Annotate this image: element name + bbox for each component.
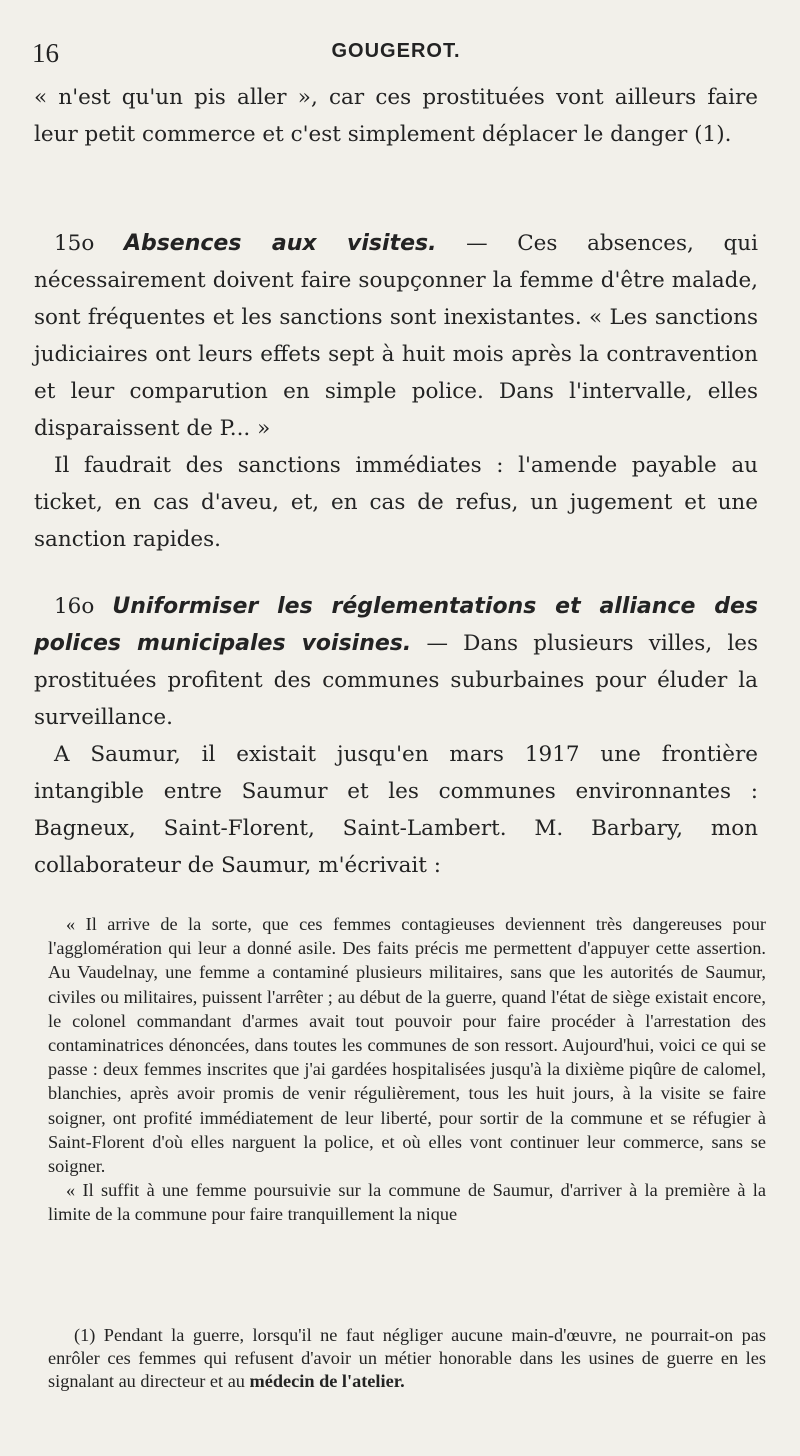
main-text xyxy=(34,79,758,153)
page-header xyxy=(32,38,760,74)
footnote-text: (1) Pendant la guerre, lorsqu'il ne faut négliger aucune main-d'œuvre, ne pourrait-on pas enrôler ces femmes qui refusent d'avoir un métier honorable dans les usines de guerre en les signalant au directeur et au xyxy=(48,1325,766,1391)
section-15-title: Absences aux visites. xyxy=(123,231,437,256)
paragraph-continuation: « n'est qu'un pis aller », car ces prostituées vont ailleurs faire leur petit commerce et c'est simplement déplacer le danger (1). xyxy=(34,85,758,147)
section-16-number: 16o xyxy=(54,594,113,619)
paragraph-sanctions: Il faudrait des sanctions immédiates : l'amende payable au ticket, en cas d'aveu, et, en cas de refus, un jugement et une sanction rapides. xyxy=(34,453,758,552)
running-head: GOUGEROT. xyxy=(331,40,461,62)
section-15-text: — Ces absences, qui nécessairement doivent faire soupçonner la femme d'être malade, sont fréquentes et les sanctions sont inexistantes. « Les sanctions judiciaires ont leurs effets sept à huit mois après la contravention et leur comparution en simple police. Dans l'intervalle, elles disparaissent de P... » xyxy=(34,231,758,441)
quote-paragraph-1: « Il arrive de la sorte, que ces femmes contagieuses deviennent très dangereuses pour l'agglomération qui leur a donné asile. Des faits précis me permettent d'appuyer cette assertion. Au Vaudelnay, une femme a contaminé plusieurs militaires, sans que les autorités de Saumur, civiles ou militaires, puissent l'arrêter ; au début de la guerre, quand l'état de siège existait encore, le colonel commandant d'armes avait tout pouvoir pour faire procéder à l'arrestation des contaminatrices dénoncées, dans toutes les communes de son ressort. Aujourd'hui, voici ce qui se passe : deux femmes inscrites que j'ai gardées hospitalisées jusqu'à la dixième piqûre de calomel, blanchies, après avoir promis de venir régulièrement, tous les huit jours, à la visite se faire soigner, ont profité immédiatement de leur liberté, pour sortir de la commune et se réfugier à Saint-Florent d'où elles narguent la police, et où elles vont continuer leur commerce, sans se soigner. xyxy=(48,914,766,1177)
page-number: 16 xyxy=(32,38,59,68)
section-16-text: — Dans plusieurs villes, les prostituées profitent des communes suburbaines pour éluder la surveillance. xyxy=(34,631,758,730)
section-16-paragraph xyxy=(34,588,758,736)
quote-paragraph-2: « Il suffit à une femme poursuivie sur la commune de Saumur, d'arriver à la première à la limite de la commune pour faire tranquillement la nique xyxy=(48,1180,766,1225)
quoted-letter xyxy=(48,912,766,1227)
footnote-bold-end: médecin de l'atelier. xyxy=(249,1371,405,1391)
section-16-title: Uniformiser les réglementations et alliance des polices municipales voisines. xyxy=(34,594,759,656)
section-15-paragraph xyxy=(34,225,758,447)
section-16 xyxy=(34,588,758,884)
footnote-paragraph xyxy=(48,1324,766,1393)
paragraph-saumur: A Saumur, il existait jusqu'en mars 1917 une frontière intangible entre Saumur et les communes environnantes : Bagneux, Saint-Florent, Saint-Lambert. M. Barbary, mon collaborateur de Saumur, m'écrivait : xyxy=(34,742,758,878)
section-15-number: 15o xyxy=(54,231,124,256)
footnote xyxy=(48,1324,766,1393)
section-15 xyxy=(34,225,758,558)
